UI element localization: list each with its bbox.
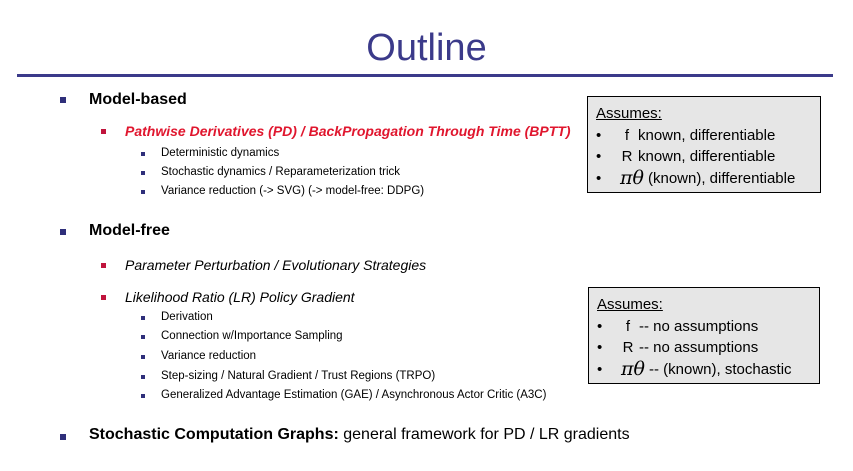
bullet-lr-1 <box>141 316 145 320</box>
box1-bullet: • <box>596 169 602 187</box>
bullet-model-free <box>60 229 66 235</box>
box2-sym-pi: πθ <box>621 357 645 380</box>
box1-sym-r: R <box>621 148 633 165</box>
slide-title: Outline <box>366 27 487 69</box>
lr-item-2: Connection w/Importance Sampling <box>161 330 343 342</box>
box2-heading: Assumes: <box>597 296 663 313</box>
box1-text-f: known, differentiable <box>638 126 776 144</box>
box1-item-r <box>596 146 812 168</box>
box2-sym-f: f <box>625 317 631 335</box>
lr-item-3: Variance reduction <box>161 350 257 362</box>
bullet-pd <box>101 129 106 134</box>
bullet-pp <box>101 263 106 268</box>
subsection-lr: Likelihood Ratio (LR) Policy Gradient <box>125 289 355 305</box>
section-scg <box>89 425 630 445</box>
bullet-lr-5 <box>141 394 145 398</box>
bullet-pd-2 <box>141 171 145 175</box>
box2-text-f: -- no assumptions <box>639 317 759 335</box>
assumes-box-model-based <box>587 96 821 193</box>
box1-sym-f: f <box>624 126 630 144</box>
bullet-model-based <box>60 97 66 103</box>
box2-item-pi <box>597 359 811 381</box>
bullet-lr <box>101 295 106 300</box>
box1-heading: Assumes: <box>596 105 662 122</box>
bullet-lr-3 <box>141 355 145 359</box>
box2-bullet: • <box>597 317 603 335</box>
box1-bullet: • <box>596 148 602 165</box>
section-model-free: Model-free <box>89 222 170 239</box>
bullet-lr-2 <box>141 335 145 339</box>
pd-item-1: Deterministic dynamics <box>161 147 280 159</box>
title-rule <box>17 74 833 77</box>
bullet-pd-3 <box>141 190 145 194</box>
subsection-pp: Parameter Perturbation / Evolutionary Strategies <box>125 257 427 273</box>
box1-text-r: known, differentiable <box>638 148 776 165</box>
subsection-pd: Pathwise Derivatives (PD) / BackPropagation Through Time (BPTT) <box>125 123 571 139</box>
box1-sym-pi: πθ <box>620 166 644 189</box>
scg-label: Stochastic Computation Graphs: <box>89 426 339 443</box>
lr-item-4: Step-sizing / Natural Gradient / Trust Regions (TRPO) <box>161 370 436 382</box>
box2-sym-r: R <box>622 339 634 356</box>
bullet-lr-4 <box>141 375 145 379</box>
box2-text-r: -- no assumptions <box>639 339 759 356</box>
box1-item-f <box>596 125 812 147</box>
section-model-based: Model-based <box>89 91 187 108</box>
pd-item-3: Variance reduction (-> SVG) (-> model-free: DDPG) <box>161 185 425 197</box>
lr-item-1: Derivation <box>161 311 213 323</box>
bullet-scg <box>60 434 66 440</box>
box1-bullet: • <box>596 126 602 144</box>
box2-item-r <box>597 337 811 359</box>
box2-bullet: • <box>597 339 603 356</box>
box1-item-pi <box>596 168 812 190</box>
box2-text-pi: -- (known), stochastic <box>649 360 792 378</box>
box2-bullet: • <box>597 360 603 378</box>
assumes-box-model-free <box>588 287 820 384</box>
box1-text-pi: (known), differentiable <box>648 169 796 187</box>
scg-desc: general framework for PD / LR gradients <box>343 426 630 443</box>
box2-item-f <box>597 316 811 338</box>
bullet-pd-1 <box>141 152 145 156</box>
lr-item-5: Generalized Advantage Estimation (GAE) / Asynchronous Actor Critic (A3C) <box>161 389 547 401</box>
pd-item-2: Stochastic dynamics / Reparameterization trick <box>161 166 401 178</box>
